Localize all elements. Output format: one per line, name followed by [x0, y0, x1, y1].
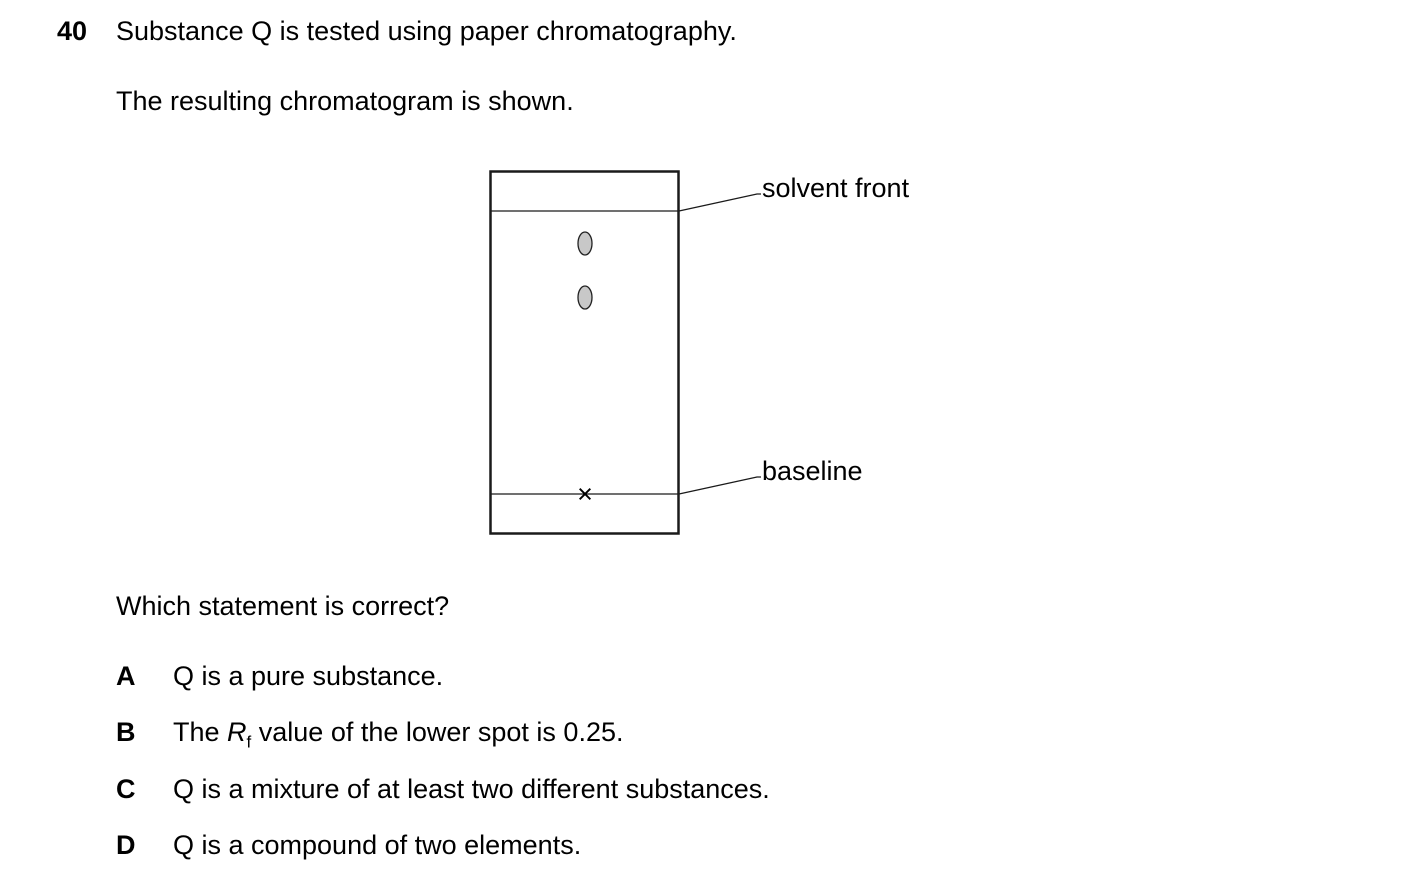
- question-stem-line-1: Substance Q is tested using paper chromatography.: [116, 16, 737, 46]
- option-text-after: value of the lower spot is 0.25.: [251, 717, 624, 747]
- lower-spot: [578, 286, 592, 309]
- option-letter: A: [116, 661, 136, 691]
- option-letter: D: [116, 830, 136, 860]
- solvent-front-label: solvent front: [762, 173, 910, 203]
- option-letter: B: [116, 717, 136, 747]
- question-number: 40: [57, 16, 88, 46]
- solvent-front-leader-line: [679, 194, 761, 211]
- question-stem-line-2: The resulting chromatogram is shown.: [116, 86, 574, 116]
- option-letter: C: [116, 774, 136, 804]
- question-prompt: Which statement is correct?: [116, 591, 450, 621]
- baseline-leader-line: [679, 477, 761, 494]
- origin-cross-mark: ×: [577, 479, 593, 509]
- option-text: Q is a mixture of at least two different substances.: [173, 774, 770, 804]
- upper-spot: [578, 232, 592, 255]
- option-text: Q is a pure substance.: [173, 661, 444, 691]
- rf-symbol: R: [227, 717, 247, 747]
- rf-subscript: f: [246, 732, 252, 752]
- option-text: [173, 716, 623, 758]
- baseline-label: baseline: [762, 456, 863, 486]
- option-text-before: The: [173, 717, 228, 747]
- option-text: Q is a compound of two elements.: [173, 830, 582, 860]
